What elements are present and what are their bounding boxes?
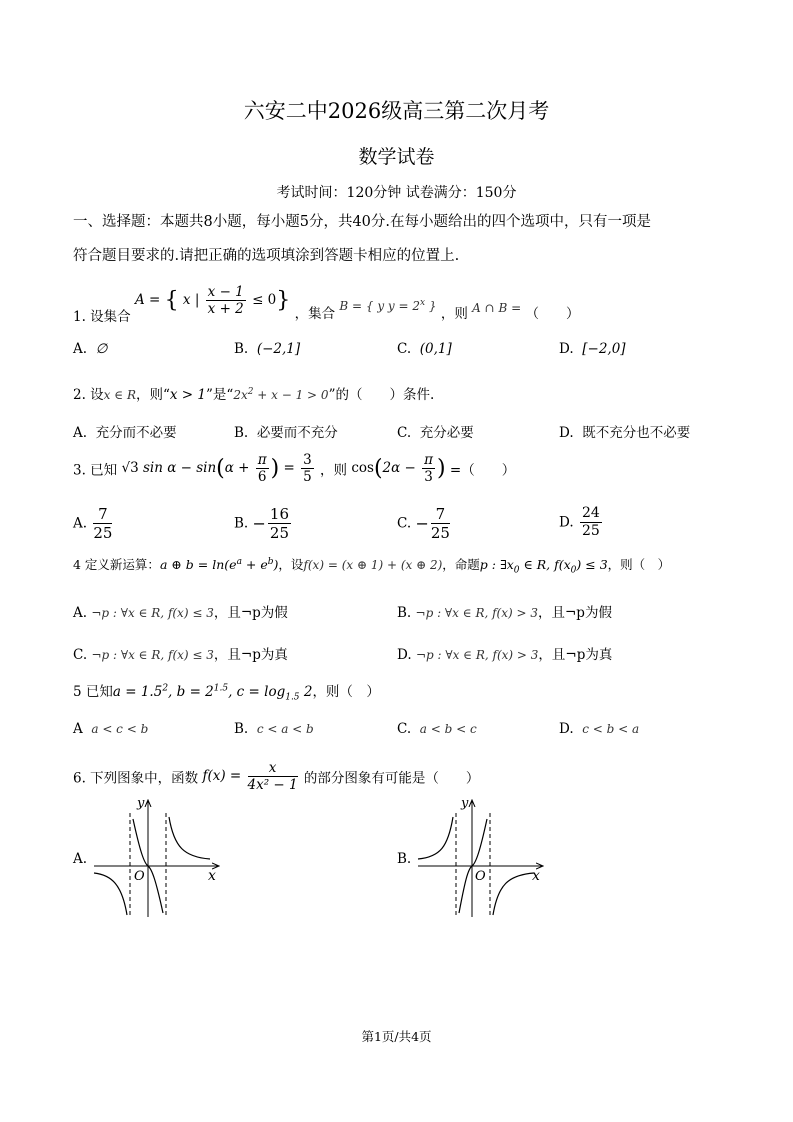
- q5-option-d: D. c < b < a: [559, 721, 640, 737]
- q3-option-c: C. − $\frac{7}{25}$: [397, 505, 450, 542]
- q1-option-b: B. (−2,1]: [234, 341, 301, 357]
- q1-paren: （ ）: [525, 306, 580, 323]
- q4-option-b: B. ¬p : ∀x ∈ R, f(x) > 3，且¬p为假: [397, 605, 612, 621]
- origin-label: O: [475, 869, 486, 884]
- curve-left-branch: [94, 873, 127, 915]
- q6-graph-a: [90, 793, 225, 921]
- question-5: 5 已知$a = 1.5^2$, $b = 2^{1.5}$, $c = \log_{1.5} 2$，则（ ）: [73, 683, 380, 703]
- q6-graph-b: [414, 793, 549, 921]
- question-3: 3. 已知 √3 sin α − sin(α + $\frac{\pi}{6}$ ) = $\frac{3}{5}$ ，则 cos(2α − $\frac{\pi}{3}$ ) =（ ）: [73, 452, 516, 486]
- q1-option-c: C. (0,1]: [397, 341, 452, 357]
- question-2: 2. 设x ∈ R，则“x > 1”是“$2x^2 + x - 1 > 0$”的（ ）条件.: [73, 387, 435, 403]
- page-footer: 第1页/共4页: [361, 1029, 432, 1044]
- q1-expr: A ∩ B =: [472, 301, 522, 316]
- q1-prefix: 1. 设集合: [73, 308, 131, 325]
- origin-label: O: [134, 869, 145, 884]
- q1-option-d: D. [−2,0]: [559, 341, 626, 357]
- question-6: 6. 下列图象中，函数 f(x) = $\frac{x}{\text{4x² − 1}}$ 的部分图象有可能是（ ）: [73, 760, 480, 794]
- question-1: [73, 284, 580, 325]
- q1-set-a: A = { x | $\frac{x - 1}{x + 2}$ ≤ 0}: [134, 284, 291, 318]
- q1-set-b: B = { y $y = 2^x$ }: [339, 298, 437, 314]
- curve-left-branch: [418, 817, 453, 859]
- q2-option-d: D. 既不充分也不必要: [559, 425, 691, 441]
- q4-option-c: C. ¬p : ∀x ∈ R, f(x) ≤ 3，且¬p为真: [73, 647, 288, 663]
- curve-right-branch: [169, 817, 210, 859]
- curve-right-branch: [493, 873, 534, 915]
- q2-option-a: A. 充分而不必要: [73, 425, 177, 441]
- q2-option-c: C. 充分必要: [397, 425, 474, 441]
- y-label: y: [137, 796, 145, 811]
- q3-option-b: B. − $\frac{16}{25}$: [234, 505, 290, 542]
- exam-info: 考试时间：120分钟 试卷满分：150分: [276, 185, 517, 201]
- question-4: 4 定义新运算：a ⊕ $b = \ln(e^a + e^b)$，设f(x) = (x ⊕ 1) + (x ⊕ 2)，命题p : $\exists x_0$ ∈ R, $f(x_0) \le 3$，则（ ）: [73, 556, 671, 576]
- q1-option-a: A. ∅: [73, 341, 108, 357]
- q5-option-b: B. c < a < b: [234, 721, 314, 737]
- x-label: x: [208, 868, 216, 884]
- q2-option-b: B. 必要而不充分: [234, 425, 338, 441]
- q4-option-a: A. ¬p : ∀x ∈ R, f(x) ≤ 3，且¬p为假: [73, 605, 288, 621]
- q1-mid: ，集合: [294, 306, 336, 323]
- q4-option-d: D. ¬p : ∀x ∈ R, f(x) > 3，且¬p为真: [397, 647, 613, 663]
- y-label: y: [461, 796, 469, 811]
- q3-option-a: A. $\frac{7}{25}$: [73, 505, 113, 542]
- q3-option-d: D. $\frac{24}{25}$: [559, 505, 600, 539]
- q6-option-a-label: A.: [73, 851, 88, 867]
- section-instruction-line2: 符合题目要求的.请把正确的选项填涂到答题卡相应的位置上.: [73, 248, 460, 264]
- x-label: x: [532, 868, 540, 884]
- section-instruction-line1: 一、选择题：本题共8小题，每小题5分，共40分.在每小题给出的四个选项中，只有一项是: [73, 214, 652, 230]
- q5-option-c: C. a < b < c: [397, 721, 477, 737]
- page-subtitle: 数学试卷: [358, 146, 435, 168]
- page-title: 六安二中2026级高三第二次月考: [243, 99, 550, 123]
- q5-option-a: A a < c < b: [73, 721, 149, 737]
- q6-option-b-label: B.: [397, 851, 412, 867]
- q1-tail: ，则: [440, 306, 468, 323]
